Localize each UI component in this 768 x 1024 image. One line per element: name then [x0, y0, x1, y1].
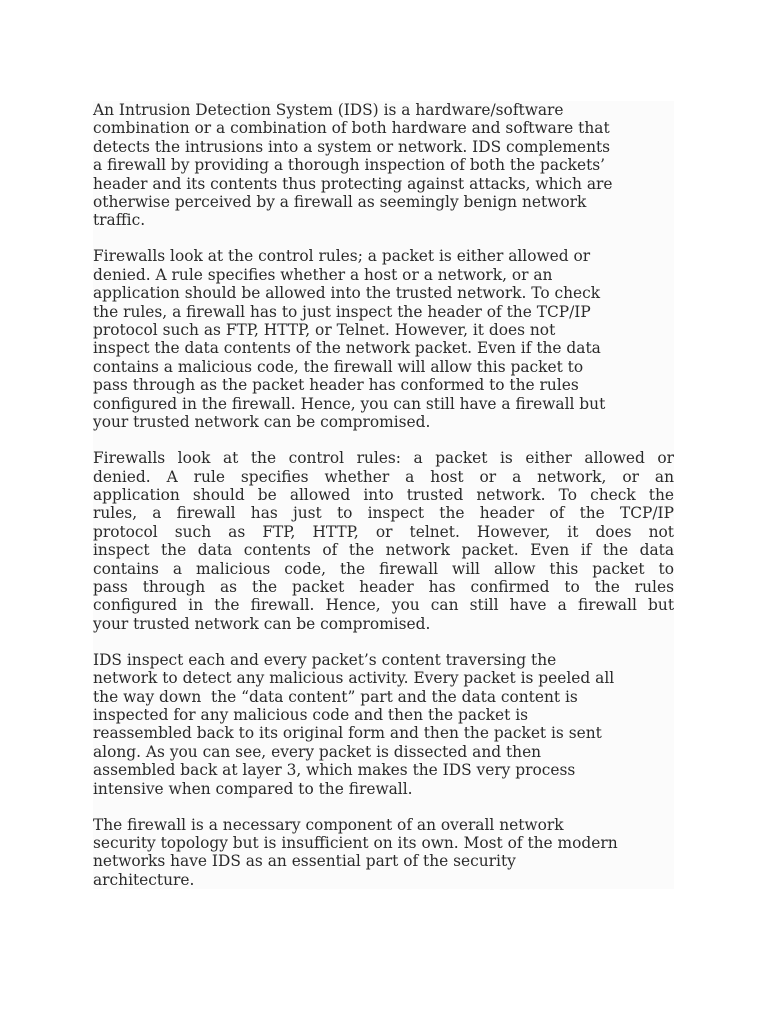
text-line: pass through as the packet header has confirmed to the rules	[93, 577, 674, 596]
text-line: the rules, a firewall has to just inspect the header of the TCP/IP	[93, 302, 591, 321]
text-line: the way down the “data content” part and the data content is	[93, 687, 578, 706]
text-line: application should be allowed into the trusted network. To check	[93, 284, 601, 303]
text-line: configured in the firewall. Hence, you can still have a firewall but	[93, 596, 674, 615]
text-line: An Intrusion Detection System (IDS) is a hardware/software	[93, 101, 564, 119]
text-line: pass through as the packet header has conformed to the rules	[93, 376, 579, 395]
text-line: configured in the firewall. Hence, you can still have a firewall but	[93, 394, 606, 413]
text-line: rules, a firewall has just to inspect the header of the TCP/IP	[93, 504, 674, 523]
text-line: networks have IDS as an essential part of the security	[93, 852, 516, 871]
text-line: The firewall is a necessary component of an overall network	[93, 815, 564, 834]
paragraph-firewall-rules-justified	[93, 449, 674, 633]
text-line: application should be allowed into trusted network. To check the	[93, 485, 674, 504]
text-line: traffic.	[93, 211, 146, 230]
text-line: security topology but is insufficient on its own. Most of the modern	[93, 834, 618, 852]
text-line: inspect the data contents of the network packet. Even if the data	[93, 339, 601, 358]
text-line: inspect the data contents of the network packet. Even if the data	[93, 541, 674, 560]
text-line: network to detect any malicious activity. Every packet is peeled all	[93, 669, 615, 688]
text-line: denied. A rule specifies whether a host or a network, or an	[93, 265, 553, 284]
text-line: reassembled back to its original form and then the packet is sent	[93, 724, 602, 743]
document-body	[93, 101, 674, 889]
text-line: assembled back at layer 3, which makes the IDS very process	[93, 761, 576, 780]
paragraph-conclusion	[93, 816, 674, 890]
text-line: combination or a combination of both hardware and software that	[93, 119, 610, 138]
text-line: protocol such as FTP, HTTP, or telnet. However, it does not	[93, 522, 674, 541]
text-line: IDS inspect each and every packet’s content traversing the	[93, 650, 557, 669]
text-line: inspected for any malicious code and then the packet is	[93, 705, 529, 724]
text-line: contains a malicious code, the firewall will allow this packet to	[93, 559, 674, 578]
text-line: architecture.	[93, 870, 195, 889]
paragraph-ids-definition	[93, 101, 674, 230]
paragraph-ids-inspection	[93, 651, 674, 798]
text-line: along. As you can see, every packet is dissected and then	[93, 742, 542, 761]
text-line: otherwise perceived by a firewall as seemingly benign network	[93, 193, 587, 212]
text-line: denied. A rule specifies whether a host or a network, or an	[93, 467, 674, 486]
text-line: your trusted network can be compromised.	[93, 614, 431, 633]
text-line: contains a malicious code, the firewall will allow this packet to	[93, 357, 584, 376]
text-line: Firewalls look at the control rules: a packet is either allowed or	[93, 449, 674, 468]
text-line: a firewall by providing a thorough inspection of both the packets’	[93, 156, 606, 175]
text-line: protocol such as FTP, HTTP, or Telnet. However, it does not	[93, 321, 556, 340]
paragraph-firewall-rules	[93, 247, 674, 431]
text-line: detects the intrusions into a system or network. IDS complements	[93, 137, 611, 156]
text-line: intensive when compared to the firewall.	[93, 779, 413, 798]
text-line: Firewalls look at the control rules; a packet is either allowed or	[93, 247, 591, 266]
text-line: your trusted network can be compromised.	[93, 413, 431, 432]
text-line: header and its contents thus protecting against attacks, which are	[93, 174, 613, 193]
